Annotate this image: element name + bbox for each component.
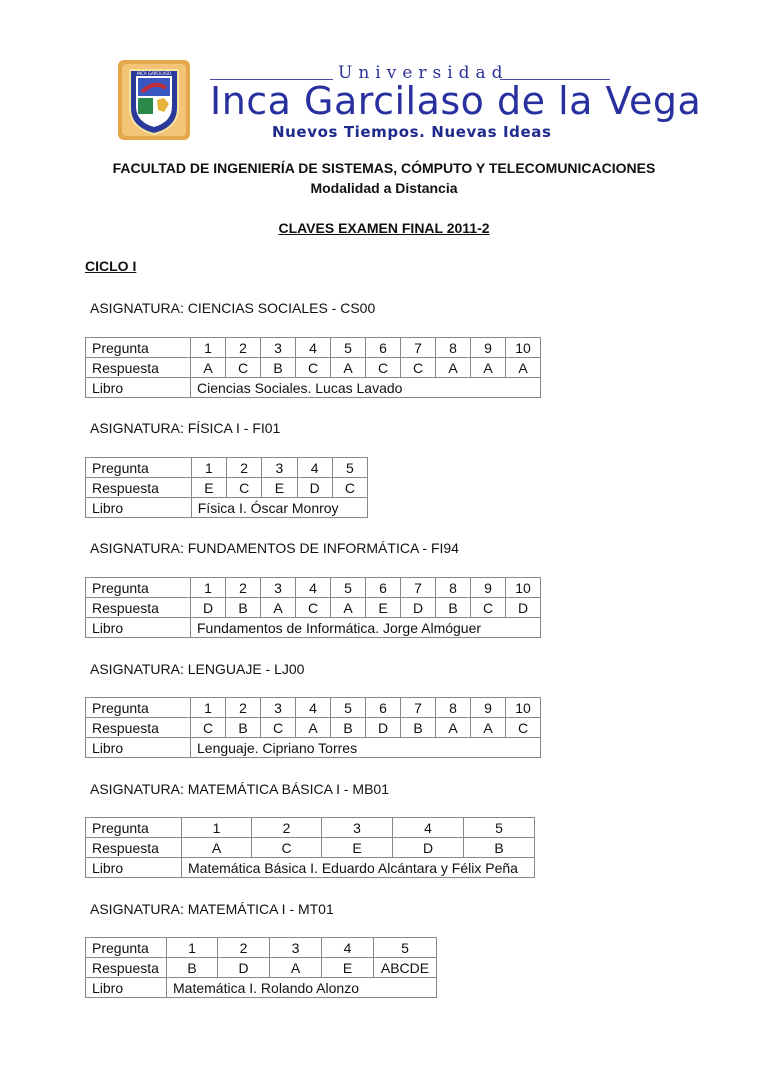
question-number: 4	[296, 338, 331, 358]
question-number: 8	[436, 338, 471, 358]
question-number: 9	[471, 698, 506, 718]
answer-key-table	[85, 937, 437, 998]
question-row	[86, 578, 541, 598]
question-number: 1	[182, 818, 252, 838]
answer-cell: C	[227, 478, 262, 498]
answer-cell: ABCDE	[374, 958, 437, 978]
question-row	[86, 338, 541, 358]
question-number: 3	[261, 578, 296, 598]
modality-subtitle: Modalidad a Distancia	[310, 180, 458, 196]
row-label: Respuesta	[86, 358, 191, 378]
row-label: Pregunta	[86, 818, 182, 838]
answer-cell: A	[270, 958, 322, 978]
question-number: 5	[464, 818, 535, 838]
answer-cell: B	[331, 718, 366, 738]
answer-cell: D	[191, 598, 226, 618]
svg-text:INCA GARCILASO: INCA GARCILASO	[136, 71, 172, 76]
answer-cell: C	[296, 358, 331, 378]
university-motto: Nuevos Tiempos. Nuevas Ideas	[272, 123, 552, 141]
question-number: 4	[296, 698, 331, 718]
question-number: 4	[297, 458, 332, 478]
answer-row	[86, 958, 437, 978]
row-label: Libro	[86, 378, 191, 398]
cycle-heading-text: CICLO I	[85, 258, 137, 274]
answer-cell: B	[226, 718, 261, 738]
answer-cell: D	[366, 718, 401, 738]
answer-cell: A	[471, 718, 506, 738]
answer-row	[86, 478, 368, 498]
question-number: 3	[261, 698, 296, 718]
question-number: 2	[226, 338, 261, 358]
answer-key-table	[85, 337, 541, 398]
book-row	[86, 498, 368, 518]
subject-title: ASIGNATURA: MATEMÁTICA I - MT01	[90, 901, 334, 917]
answer-cell: A	[506, 358, 541, 378]
answer-cell: C	[226, 358, 261, 378]
answer-cell: E	[191, 478, 226, 498]
answer-cell: E	[322, 958, 374, 978]
question-number: 2	[252, 818, 322, 838]
question-number: 1	[191, 578, 226, 598]
question-number: 4	[322, 938, 374, 958]
answer-cell: A	[331, 598, 366, 618]
question-number: 3	[270, 938, 322, 958]
row-label: Libro	[86, 858, 182, 878]
book-row	[86, 618, 541, 638]
book-reference: Fundamentos de Informática. Jorge Almóguer	[191, 618, 541, 638]
answer-cell: C	[296, 598, 331, 618]
answer-cell: A	[296, 718, 331, 738]
book-reference: Matemática I. Rolando Alonzo	[167, 978, 437, 998]
question-row	[86, 818, 535, 838]
question-number: 4	[393, 818, 464, 838]
question-number: 1	[191, 698, 226, 718]
answer-key-table	[85, 457, 368, 518]
row-label: Pregunta	[86, 578, 191, 598]
question-number: 7	[401, 338, 436, 358]
answer-cell: D	[401, 598, 436, 618]
question-row	[86, 458, 368, 478]
book-reference: Lenguaje. Cipriano Torres	[191, 738, 541, 758]
question-number: 6	[366, 578, 401, 598]
university-shield-icon	[116, 58, 192, 142]
cycle-heading	[85, 258, 136, 274]
question-number: 7	[401, 698, 436, 718]
question-number: 3	[262, 458, 297, 478]
answer-cell: C	[252, 838, 322, 858]
answer-cell: A	[191, 358, 226, 378]
row-label: Respuesta	[86, 718, 191, 738]
answer-cell: D	[218, 958, 270, 978]
row-label: Pregunta	[86, 938, 167, 958]
question-number: 8	[436, 578, 471, 598]
book-reference: Matemática Básica I. Eduardo Alcántara y Félix Peña	[182, 858, 535, 878]
faculty-title: FACULTAD DE INGENIERÍA DE SISTEMAS, CÓMPUTO Y TELECOMUNICACIONES	[112, 160, 656, 176]
question-number: 3	[261, 338, 296, 358]
answer-row	[86, 358, 541, 378]
answer-cell: E	[366, 598, 401, 618]
row-label: Respuesta	[86, 598, 191, 618]
answer-cell: A	[471, 358, 506, 378]
question-number: 3	[322, 818, 393, 838]
university-name: Inca Garcilaso de la Vega	[210, 79, 702, 123]
question-number: 5	[331, 338, 366, 358]
answer-cell: B	[464, 838, 535, 858]
subject-title: ASIGNATURA: FÍSICA I - FI01	[90, 420, 281, 436]
question-row	[86, 698, 541, 718]
question-number: 5	[374, 938, 437, 958]
question-number: 9	[471, 338, 506, 358]
answer-cell: D	[506, 598, 541, 618]
subject-title: ASIGNATURA: FUNDAMENTOS DE INFORMÁTICA - FI94	[90, 540, 459, 556]
answer-cell: C	[366, 358, 401, 378]
answer-cell: B	[261, 358, 296, 378]
answer-key-table	[85, 697, 541, 758]
question-number: 9	[471, 578, 506, 598]
question-number: 1	[167, 938, 218, 958]
answer-cell: A	[331, 358, 366, 378]
question-number: 2	[226, 698, 261, 718]
row-label: Libro	[86, 738, 191, 758]
book-row	[86, 858, 535, 878]
answer-cell: A	[436, 718, 471, 738]
question-number: 7	[401, 578, 436, 598]
answer-key-table	[85, 577, 541, 638]
subject-title: ASIGNATURA: LENGUAJE - LJ00	[90, 661, 305, 677]
answer-cell: D	[297, 478, 332, 498]
question-number: 6	[366, 338, 401, 358]
question-number: 5	[331, 578, 366, 598]
answer-cell: E	[262, 478, 297, 498]
exam-title	[0, 220, 768, 236]
book-reference: Física I. Óscar Monroy	[191, 498, 367, 518]
answer-cell: C	[191, 718, 226, 738]
answer-cell: C	[471, 598, 506, 618]
answer-cell: C	[261, 718, 296, 738]
question-number: 2	[226, 578, 261, 598]
question-number: 10	[506, 698, 541, 718]
question-number: 1	[191, 338, 226, 358]
question-number: 4	[296, 578, 331, 598]
answer-key-table	[85, 817, 535, 878]
question-number: 5	[331, 698, 366, 718]
answer-cell: C	[506, 718, 541, 738]
answer-cell: B	[226, 598, 261, 618]
answer-cell: A	[182, 838, 252, 858]
book-reference: Ciencias Sociales. Lucas Lavado	[191, 378, 541, 398]
answer-cell: A	[261, 598, 296, 618]
answer-cell: B	[436, 598, 471, 618]
row-label: Respuesta	[86, 958, 167, 978]
row-label: Pregunta	[86, 458, 192, 478]
answer-cell: B	[167, 958, 218, 978]
subject-title: ASIGNATURA: MATEMÁTICA BÁSICA I - MB01	[90, 781, 389, 797]
answer-row	[86, 598, 541, 618]
row-label: Libro	[86, 618, 191, 638]
book-row	[86, 978, 437, 998]
exam-title-text: CLAVES EXAMEN FINAL 2011-2	[278, 220, 490, 236]
question-row	[86, 938, 437, 958]
row-label: Libro	[86, 498, 192, 518]
answer-cell: C	[332, 478, 367, 498]
row-label: Pregunta	[86, 698, 191, 718]
answer-row	[86, 718, 541, 738]
book-row	[86, 378, 541, 398]
answer-cell: C	[401, 358, 436, 378]
question-number: 2	[227, 458, 262, 478]
question-number: 2	[218, 938, 270, 958]
answer-cell: A	[436, 358, 471, 378]
subject-title: ASIGNATURA: CIENCIAS SOCIALES - CS00	[90, 300, 376, 316]
question-number: 1	[191, 458, 226, 478]
question-number: 5	[332, 458, 367, 478]
answer-cell: D	[393, 838, 464, 858]
row-label: Pregunta	[86, 338, 191, 358]
question-number: 6	[366, 698, 401, 718]
answer-cell: B	[401, 718, 436, 738]
row-label: Libro	[86, 978, 167, 998]
answer-row	[86, 838, 535, 858]
university-label: Universidad	[338, 63, 509, 83]
row-label: Respuesta	[86, 838, 182, 858]
question-number: 8	[436, 698, 471, 718]
question-number: 10	[506, 578, 541, 598]
book-row	[86, 738, 541, 758]
question-number: 10	[506, 338, 541, 358]
answer-cell: E	[322, 838, 393, 858]
row-label: Respuesta	[86, 478, 192, 498]
